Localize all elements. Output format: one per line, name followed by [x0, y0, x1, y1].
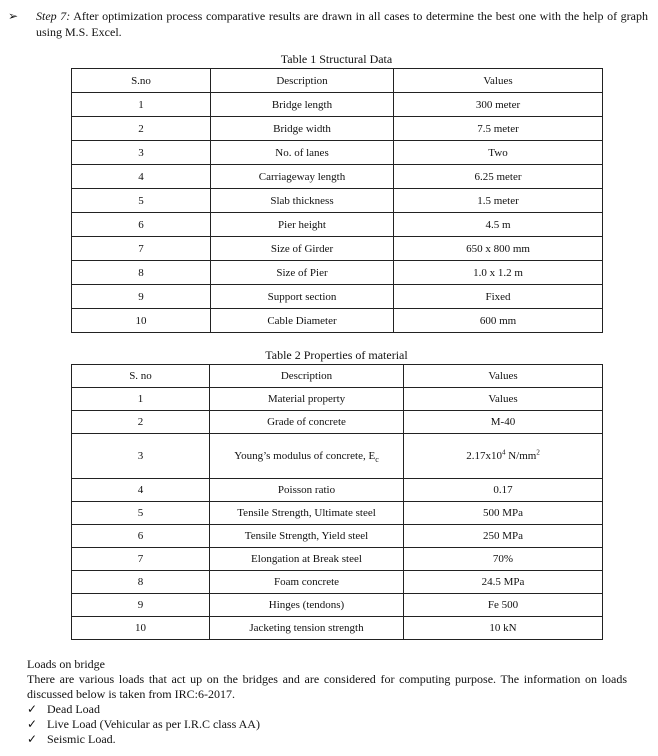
- structural-data-table: [71, 68, 603, 333]
- list-item: [27, 717, 627, 732]
- step-7-paragraph: [8, 8, 648, 40]
- loads-paragraph: There are various loads that act up on the bridges and are considered for computing purpose. The information on loads discussed below is taken from IRC:6-2017.: [27, 672, 627, 701]
- cell-value: 6.25 meter: [394, 165, 603, 189]
- table-row: [72, 117, 603, 141]
- cell-description: [210, 434, 404, 479]
- checkmark-icon: ✓: [27, 702, 38, 716]
- cell-value: Fe 500: [404, 594, 603, 617]
- table-header-row: [72, 69, 603, 93]
- cell-description: Cable Diameter: [211, 309, 394, 333]
- cell-sno: 7: [72, 548, 210, 571]
- cell-value: Two: [394, 141, 603, 165]
- cell-value: M-40: [404, 411, 603, 434]
- cell-value: [404, 434, 603, 479]
- cell-sno: 5: [72, 502, 210, 525]
- cell-sno: 1: [72, 93, 211, 117]
- loads-heading: Loads on bridge: [27, 657, 105, 671]
- table-row: [72, 502, 603, 525]
- cell-sno: 8: [72, 261, 211, 285]
- list-item: [27, 732, 627, 747]
- cell-description: Bridge width: [211, 117, 394, 141]
- list-item-text: Seismic Load.: [47, 732, 116, 746]
- cell-description: Carriageway length: [211, 165, 394, 189]
- cell-description: Material property: [210, 388, 404, 411]
- youngs-subscript: c: [375, 455, 379, 465]
- youngs-exponent: 4: [501, 448, 506, 457]
- step-label: Step 7:: [36, 9, 71, 23]
- header-sno: S.no: [72, 69, 211, 93]
- cell-description: Elongation at Break steel: [210, 548, 404, 571]
- cell-value: Values: [404, 388, 603, 411]
- table-row: [72, 617, 603, 640]
- cell-value: 650 x 800 mm: [394, 237, 603, 261]
- cell-sno: 6: [72, 213, 211, 237]
- table-header-row: [72, 365, 603, 388]
- cell-sno: 2: [72, 411, 210, 434]
- table-row: [72, 479, 603, 502]
- cell-value: 7.5 meter: [394, 117, 603, 141]
- cell-value: 24.5 MPa: [404, 571, 603, 594]
- cell-description: No. of lanes: [211, 141, 394, 165]
- header-values: Values: [394, 69, 603, 93]
- cell-sno: 3: [72, 141, 211, 165]
- cell-description: Tensile Strength, Ultimate steel: [210, 502, 404, 525]
- cell-sno: 3: [72, 434, 210, 479]
- list-item: [27, 702, 627, 717]
- table-row: [72, 189, 603, 213]
- cell-sno: 6: [72, 525, 210, 548]
- checkmark-icon: ✓: [27, 717, 38, 731]
- header-description: Description: [211, 69, 394, 93]
- cell-value: 1.0 x 1.2 m: [394, 261, 603, 285]
- cell-value: 500 MPa: [404, 502, 603, 525]
- cell-description: Slab thickness: [211, 189, 394, 213]
- cell-sno: 2: [72, 117, 211, 141]
- cell-value: 250 MPa: [404, 525, 603, 548]
- table-row: [72, 388, 603, 411]
- table-row: [72, 261, 603, 285]
- cell-description: Size of Pier: [211, 261, 394, 285]
- table-row: [72, 213, 603, 237]
- cell-value: 0.17: [404, 479, 603, 502]
- cell-description: Pier height: [211, 213, 394, 237]
- cell-description: Foam concrete: [210, 571, 404, 594]
- table-row: [72, 93, 603, 117]
- cell-sno: 5: [72, 189, 211, 213]
- cell-sno: 10: [72, 309, 211, 333]
- cell-description: Poisson ratio: [210, 479, 404, 502]
- cell-description: Support section: [211, 285, 394, 309]
- youngs-value: 2.17x10: [466, 450, 502, 462]
- cell-value: 4.5 m: [394, 213, 603, 237]
- header-values: Values: [404, 365, 603, 388]
- table-row: [72, 237, 603, 261]
- table-row: [72, 411, 603, 434]
- loads-section: [27, 657, 627, 747]
- cell-description: Jacketing tension strength: [210, 617, 404, 640]
- youngs-label: Young’s modulus of concrete, E: [234, 450, 376, 462]
- cell-description: Size of Girder: [211, 237, 394, 261]
- cell-sno: 7: [72, 237, 211, 261]
- youngs-unit: N/mm: [505, 450, 537, 462]
- table-row: [72, 571, 603, 594]
- table-row: [72, 309, 603, 333]
- cell-description: Hinges (tendons): [210, 594, 404, 617]
- list-item-text: Dead Load: [47, 702, 100, 716]
- cell-sno: 4: [72, 165, 211, 189]
- header-sno: S. no: [72, 365, 210, 388]
- cell-sno: 4: [72, 479, 210, 502]
- cell-sno: 9: [72, 594, 210, 617]
- cell-value: 10 kN: [404, 617, 603, 640]
- table-row: [72, 548, 603, 571]
- material-properties-table: [71, 364, 603, 640]
- cell-sno: 8: [72, 571, 210, 594]
- checkmark-icon: ✓: [27, 732, 38, 746]
- header-description: Description: [210, 365, 404, 388]
- cell-value: 1.5 meter: [394, 189, 603, 213]
- cell-value: 600 mm: [394, 309, 603, 333]
- cell-description: Bridge length: [211, 93, 394, 117]
- cell-value: Fixed: [394, 285, 603, 309]
- youngs-unit-exponent: 2: [536, 448, 540, 457]
- table-row: [72, 141, 603, 165]
- cell-description: Tensile Strength, Yield steel: [210, 525, 404, 548]
- table1-caption: Table 1 Structural Data: [280, 52, 393, 66]
- cell-value: 70%: [404, 548, 603, 571]
- table2-caption: Table 2 Properties of material: [265, 348, 408, 362]
- cell-description: Grade of concrete: [210, 411, 404, 434]
- table-row: [72, 525, 603, 548]
- step-text: After optimization process comparative results are drawn in all cases to determine the best one with the help of graph using M.S. Excel.: [36, 9, 649, 39]
- arrow-bullet-icon: ➢: [8, 9, 19, 23]
- table-row: [72, 165, 603, 189]
- table-row: [72, 434, 603, 479]
- list-item-text: Live Load (Vehicular as per I.R.C class AA): [47, 717, 260, 731]
- cell-sno: 10: [72, 617, 210, 640]
- cell-sno: 1: [72, 388, 210, 411]
- table-row: [72, 594, 603, 617]
- loads-list: [27, 702, 627, 747]
- cell-sno: 9: [72, 285, 211, 309]
- table-row: [72, 285, 603, 309]
- cell-value: 300 meter: [394, 93, 603, 117]
